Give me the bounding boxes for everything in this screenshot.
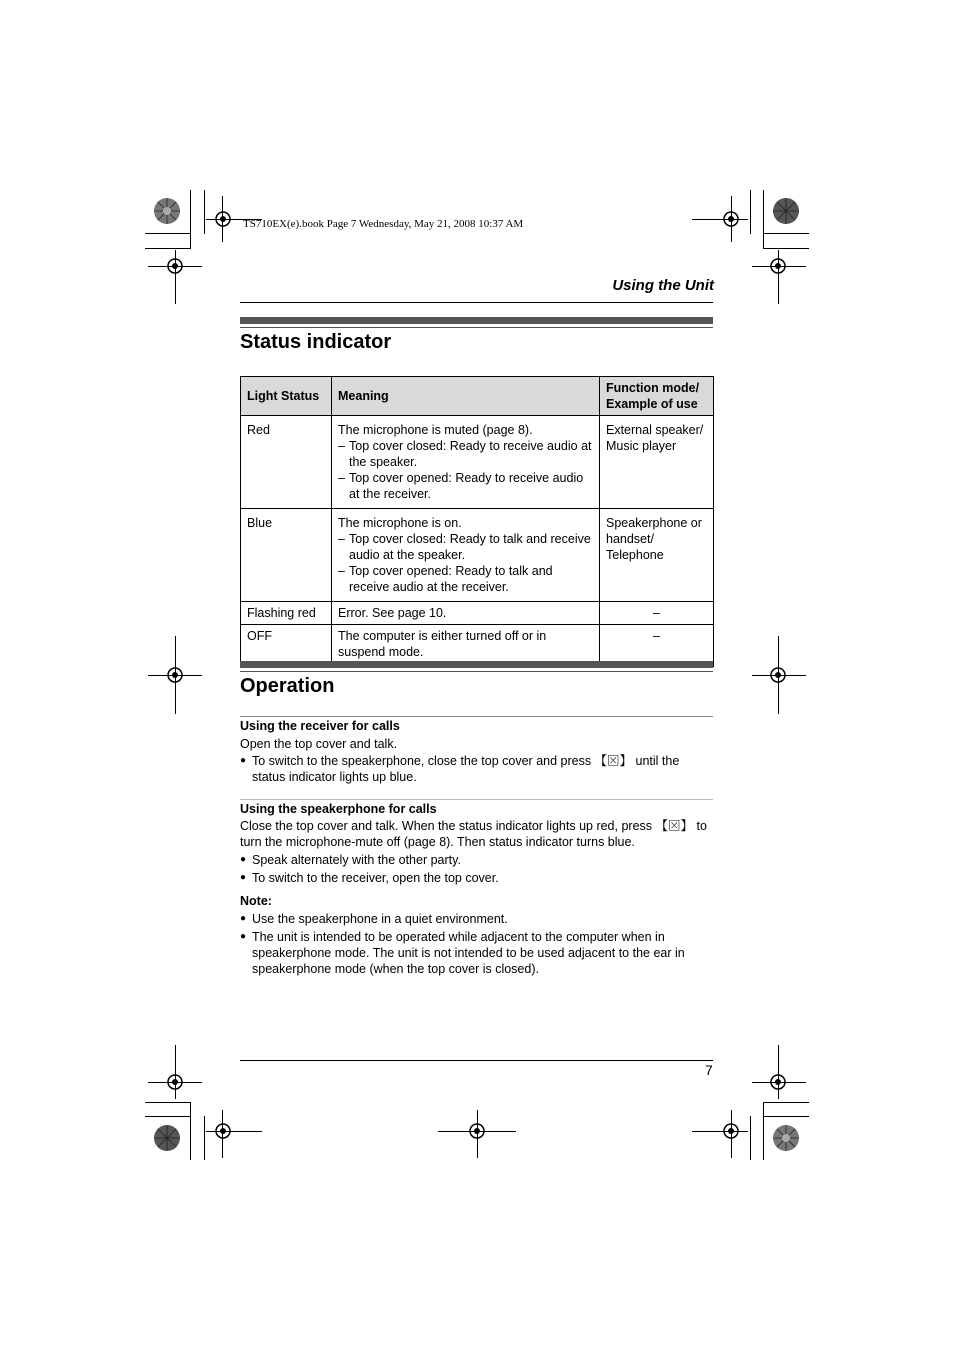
meaning-item: – Top cover opened: Ready to receive audio at the receiver. — [338, 471, 584, 501]
section-bar-thin — [240, 327, 713, 328]
status-indicator-heading: Status indicator — [240, 331, 392, 353]
registration-mark-icon — [719, 207, 743, 231]
column-header-light-status: Light Status — [241, 377, 332, 416]
function-cell: – — [600, 625, 714, 667]
footer-rule — [240, 1060, 713, 1061]
registration-mark-icon — [766, 663, 790, 687]
speakerphone-text: Close the top cover and talk. When the status indicator lights up red, press 【⊠】 to turn the microphone-mute off (page 8). Then status indicator turns blue. — [240, 819, 707, 849]
registration-mark-icon — [211, 207, 235, 231]
light-status-cell: OFF — [241, 625, 332, 667]
function-cell: External speaker/ Music player — [600, 416, 714, 509]
section-label: Using the Unit — [612, 277, 714, 294]
function-cell: – — [600, 602, 714, 625]
registration-mark-icon — [719, 1119, 743, 1143]
registration-mark-icon — [163, 1070, 187, 1094]
meaning-item: – Top cover closed: Ready to talk and receive audio at the speaker. — [338, 532, 591, 562]
operation-heading: Operation — [240, 675, 335, 697]
registration-mark-icon — [163, 663, 187, 687]
meaning-cell: The computer is either turned off or in suspend mode. — [332, 625, 600, 667]
section-bar — [240, 661, 713, 668]
table-header-row — [241, 377, 714, 416]
starburst-mark-icon — [772, 1124, 800, 1152]
table-row — [241, 509, 714, 602]
meaning-main: The microphone is on. — [338, 516, 462, 530]
header-rule — [240, 302, 713, 303]
meaning-cell: Error. See page 10. — [332, 602, 600, 625]
section-bar-thin — [240, 671, 713, 672]
list-item: ● Speak alternately with the other party. — [240, 853, 461, 867]
list-item: ● The unit is intended to be operated while adjacent to the computer when in speakerphone mode. The unit is not intended to be used adjacent to the ear in speakerphone mode (when the top cover is closed). — [240, 930, 685, 976]
light-status-cell: Flashing red — [241, 602, 332, 625]
meaning-item: – Top cover opened: Ready to talk and receive audio at the receiver. — [338, 564, 553, 594]
subsection-rule — [240, 799, 713, 800]
table-row — [241, 416, 714, 509]
meaning-cell — [332, 416, 600, 509]
registration-mark-icon — [766, 1070, 790, 1094]
list-item: ● To switch to the speakerphone, close the top cover and press 【⊠】 until the status indicator lights up blue. — [240, 754, 680, 784]
starburst-mark-icon — [772, 197, 800, 225]
meaning-main: The microphone is muted (page 8). — [338, 423, 533, 437]
meaning-item: – Top cover closed: Ready to receive audio at the speaker. — [338, 439, 592, 469]
light-status-cell: Red — [241, 416, 332, 509]
list-item: ● To switch to the receiver, open the top cover. — [240, 871, 499, 885]
column-header-meaning: Meaning — [332, 377, 600, 416]
starburst-mark-icon — [153, 197, 181, 225]
receiver-text: Open the top cover and talk. — [240, 737, 398, 751]
starburst-mark-icon — [153, 1124, 181, 1152]
registration-mark-icon — [766, 254, 790, 278]
section-bar — [240, 317, 713, 324]
light-status-cell: Blue — [241, 509, 332, 602]
subsection-rule — [240, 716, 713, 717]
page-number: 7 — [705, 1062, 713, 1078]
column-header-function: Function mode/ Example of use — [600, 377, 714, 416]
registration-mark-icon — [211, 1119, 235, 1143]
speakerphone-title: Using the speakerphone for calls — [240, 802, 437, 816]
table-row — [241, 602, 714, 625]
function-cell: Speakerphone or handset/ Telephone — [600, 509, 714, 602]
note-title: Note: — [240, 894, 272, 908]
status-table — [240, 376, 714, 667]
meaning-cell — [332, 509, 600, 602]
receiver-title: Using the receiver for calls — [240, 719, 400, 733]
registration-mark-icon — [163, 254, 187, 278]
list-item: ● Use the speakerphone in a quiet environment. — [240, 912, 508, 926]
registration-mark-icon — [465, 1119, 489, 1143]
file-stamp: TS710EX(e).book Page 7 Wednesday, May 21, 2008 10:37 AM — [243, 218, 524, 230]
